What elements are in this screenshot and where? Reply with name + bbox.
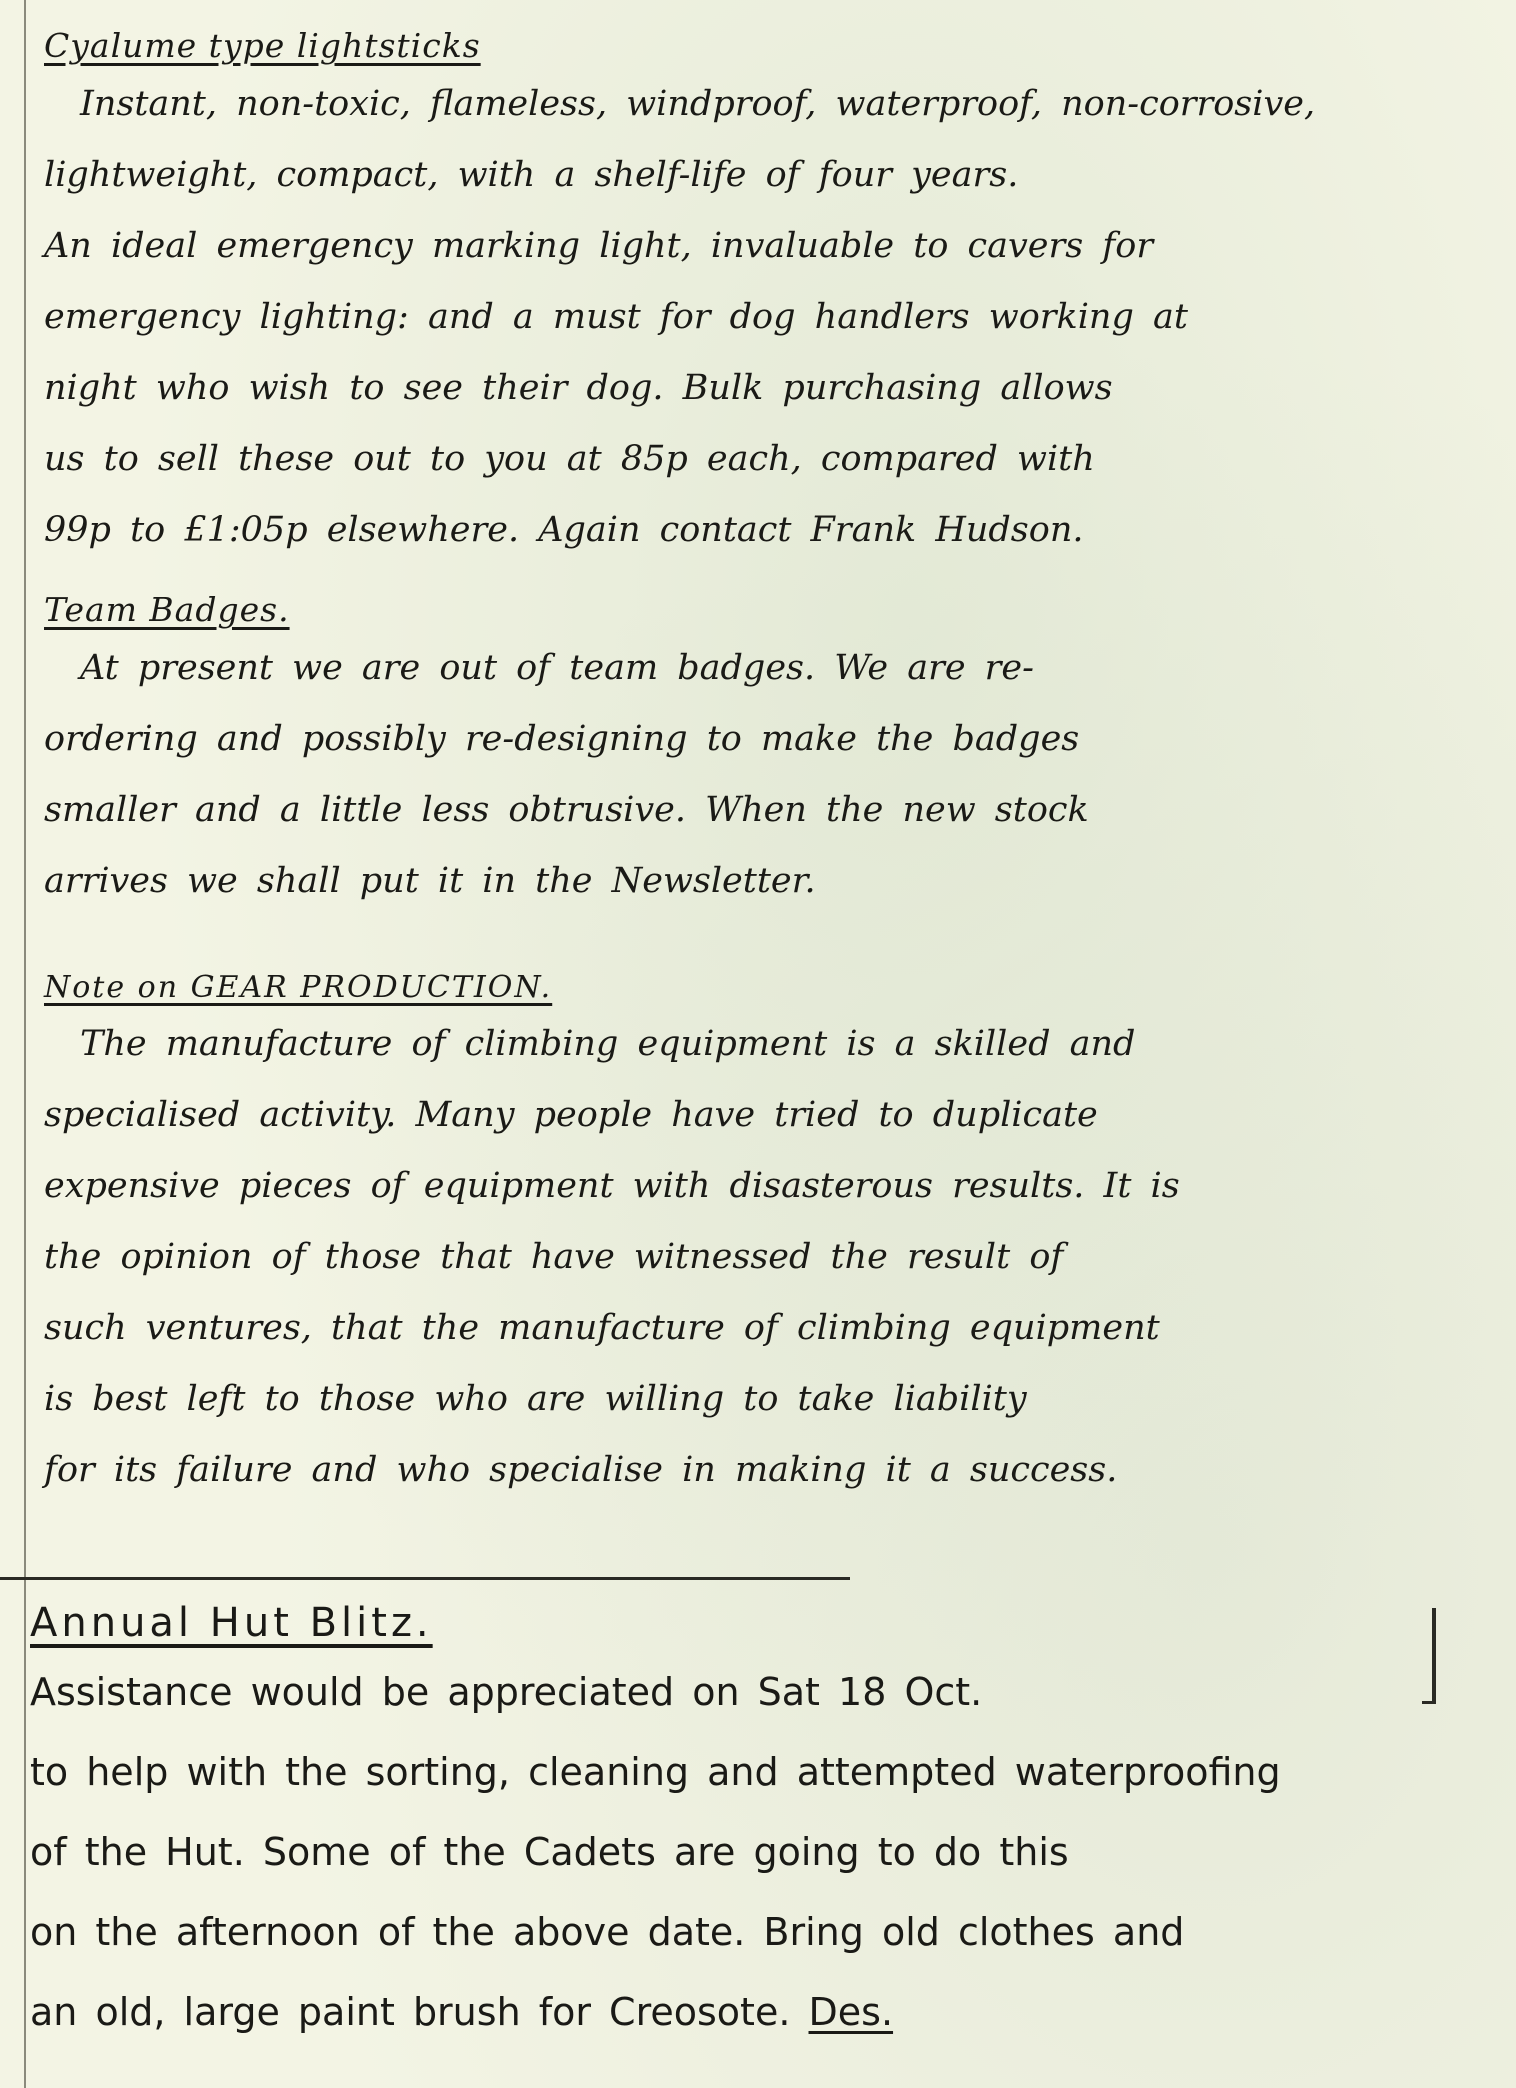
section-lightsticks [44, 26, 1464, 566]
text-line: night who wish to see their dog. Bulk purchasing allows [44, 368, 1113, 408]
section-gear-production [44, 970, 1464, 1506]
text-line: 99p to £1:05p elsewhere. Again contact Frank Hudson. [44, 510, 1084, 550]
text-line: At present we are out of team badges. We are re- [80, 648, 1034, 688]
section-body [44, 633, 1464, 917]
text-line: is best left to those who are willing to take liability [44, 1379, 1027, 1419]
text-line: emergency lighting: and a must for dog handlers working at [44, 297, 1188, 337]
section-heading: Cyalume type lightsticks [44, 26, 481, 65]
section-heading: Team Badges. [44, 590, 290, 629]
text-line: to help with the sorting, cleaning and attempted waterproofing [30, 1750, 1281, 1794]
text-line: us to sell these out to you at 85p each, compared with [44, 439, 1095, 479]
text-line: arrives we shall put it in the Newsletter. [44, 861, 816, 901]
text-line: an old, large paint brush for Creosote. [30, 1990, 791, 2034]
text-line: for its failure and who specialise in making it a success. [44, 1450, 1118, 1490]
text-line: specialised activity. Many people have tried to duplicate [44, 1095, 1098, 1135]
text-line: of the Hut. Some of the Cadets are going to do this [30, 1830, 1069, 1874]
text-line: An ideal emergency marking light, invaluable to cavers for [44, 226, 1154, 266]
section-body [44, 69, 1464, 566]
text-line: smaller and a little less obtrusive. When the new stock [44, 790, 1089, 830]
section-body [44, 1009, 1464, 1506]
text-line: such ventures, that the manufacture of climbing equipment [44, 1308, 1160, 1348]
text-line: expensive pieces of equipment with disasterous results. It is [44, 1166, 1180, 1206]
text-line: lightweight, compact, with a shelf-life of four years. [44, 155, 1019, 195]
section-divider [0, 1577, 850, 1580]
section-hut-blitz [30, 1600, 1450, 2052]
text-line: on the afternoon of the above date. Bring old clothes and [30, 1910, 1185, 1954]
section-heading: Note on GEAR PRODUCTION. [44, 970, 553, 1005]
section-body [30, 1652, 1450, 2052]
section-heading: Annual Hut Blitz. [30, 1600, 433, 1646]
text-line: the opinion of those that have witnessed the result of [44, 1237, 1064, 1277]
left-margin-rule [24, 0, 26, 2088]
section-team-badges [44, 590, 1464, 917]
text-line: ordering and possibly re-designing to make the badges [44, 719, 1080, 759]
signature: Des. [808, 1990, 894, 2034]
text-line: Instant, non-toxic, flameless, windproof, waterproof, non-corrosive, [80, 84, 1316, 124]
text-line: The manufacture of climbing equipment is a skilled and [80, 1024, 1136, 1064]
text-line: Assistance would be appreciated on Sat 18 Oct. [30, 1670, 983, 1714]
